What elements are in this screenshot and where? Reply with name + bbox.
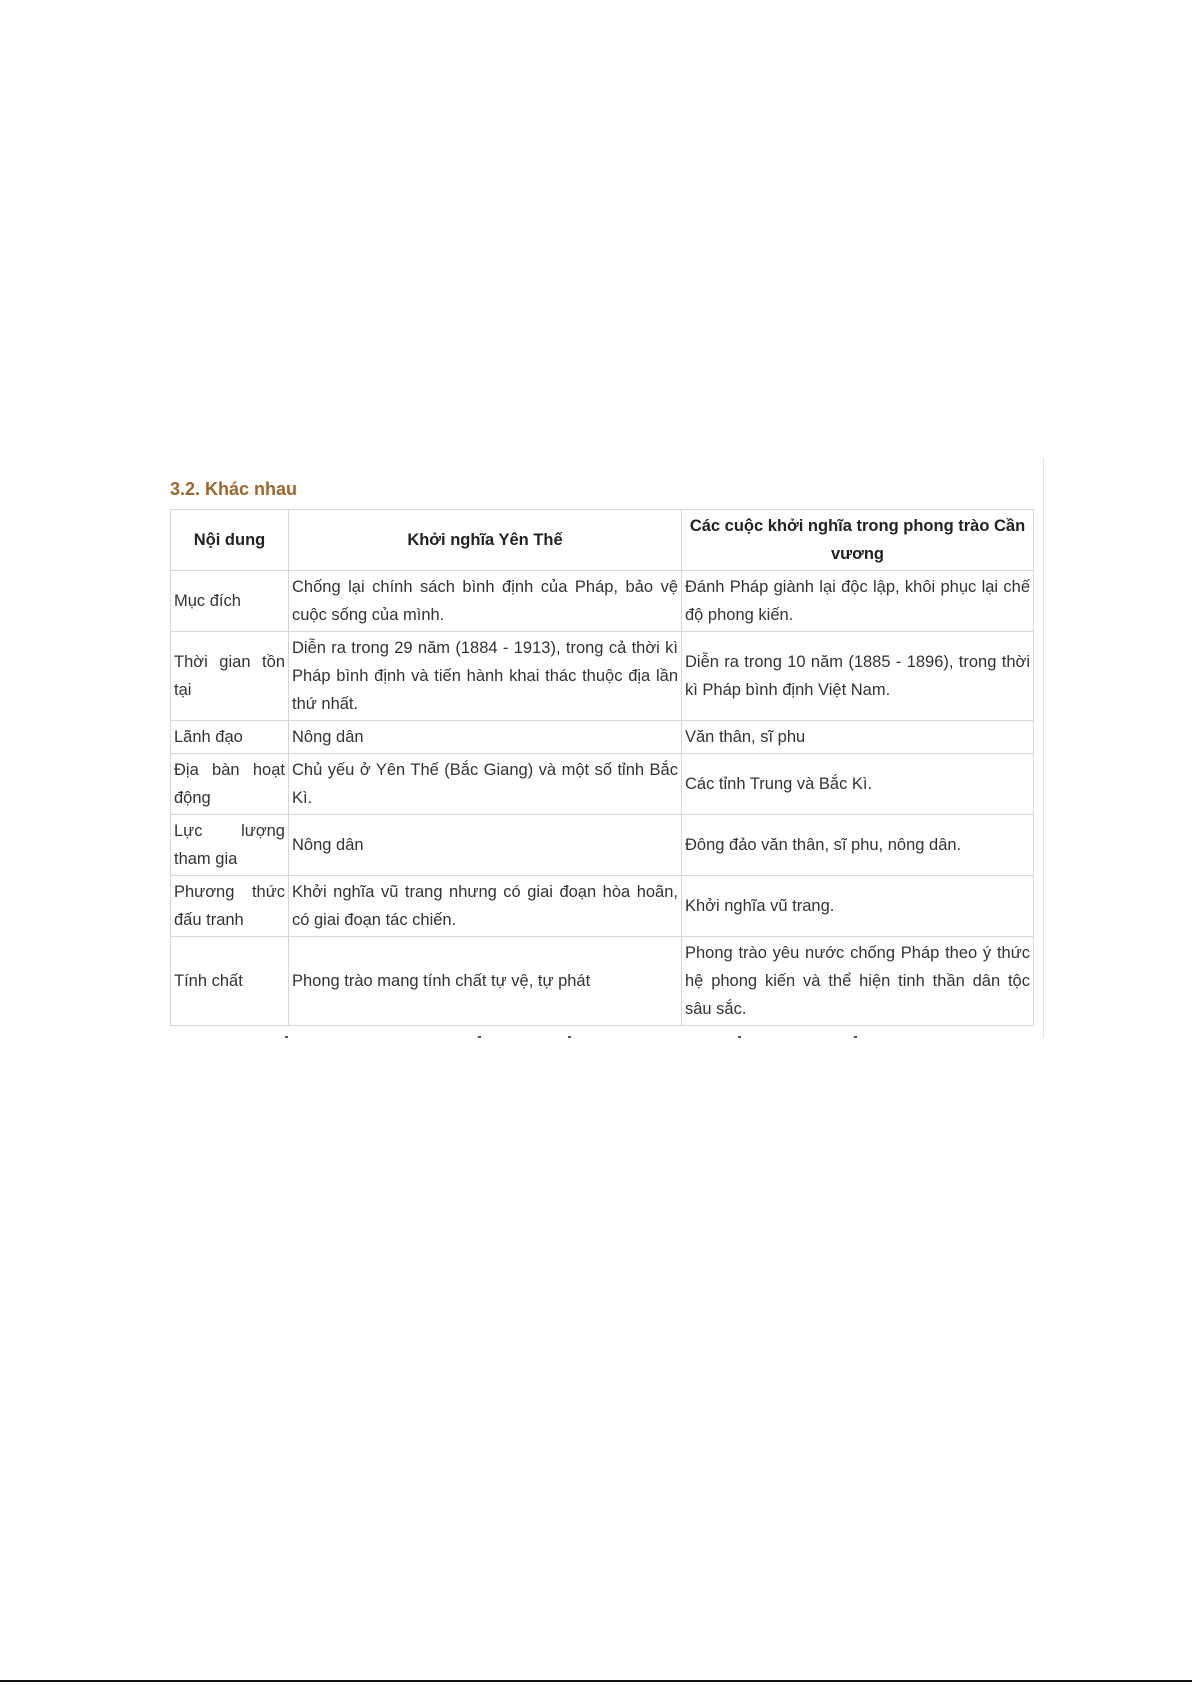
row-label: Thời gian tồn tại [171, 632, 289, 721]
cell-yen-the: Phong trào mang tính chất tự vệ, tự phát [289, 937, 682, 1026]
table-row [171, 571, 1034, 632]
cell-yen-the: Nông dân [289, 721, 682, 754]
row-label: Địa bàn hoạt động [171, 754, 289, 815]
screenshot-crop-edge [1043, 458, 1044, 1038]
header-noi-dung: Nội dung [171, 510, 289, 571]
row-label: Lãnh đạo [171, 721, 289, 754]
cell-can-vuong: Diễn ra trong 10 năm (1885 - 1896), trong thời kì Pháp bình định Việt Nam. [682, 632, 1034, 721]
cell-can-vuong: Phong trào yêu nước chống Pháp theo ý thức hệ phong kiến và thể hiện tinh thần dân tộc sâu sắc. [682, 937, 1034, 1026]
comparison-table [170, 509, 1034, 1026]
row-label: Phương thức đấu tranh [171, 876, 289, 937]
cell-can-vuong: Các tỉnh Trung và Bắc Kì. [682, 754, 1034, 815]
cell-can-vuong: Đông đảo văn thân, sĩ phu, nông dân. [682, 815, 1034, 876]
cell-yen-the: Chống lại chính sách bình định của Pháp, bảo vệ cuộc sống của mình. [289, 571, 682, 632]
table-header-row [171, 510, 1034, 571]
cell-can-vuong: Khởi nghĩa vũ trang. [682, 876, 1034, 937]
header-can-vuong: Các cuộc khởi nghĩa trong phong trào Cần vương [682, 510, 1034, 571]
row-label: Lực lượng tham gia [171, 815, 289, 876]
cell-yen-the: Chủ yếu ở Yên Thế (Bắc Giang) và một số tỉnh Bắc Kì. [289, 754, 682, 815]
cell-yen-the: Khởi nghĩa vũ trang nhưng có giai đoạn hòa hoãn, có giai đoạn tác chiến. [289, 876, 682, 937]
cell-can-vuong: Đánh Pháp giành lại độc lập, khôi phục lại chế độ phong kiến. [682, 571, 1034, 632]
cell-yen-the: Nông dân [289, 815, 682, 876]
table-row [171, 721, 1034, 754]
row-label: Mục đích [171, 571, 289, 632]
table-row [171, 815, 1034, 876]
table-row [171, 876, 1034, 937]
cropped-text-fragments [170, 1036, 1033, 1042]
table-row [171, 754, 1034, 815]
section-heading: 3.2. Khác nhau [170, 479, 298, 499]
row-label: Tính chất [171, 937, 289, 1026]
header-yen-the: Khởi nghĩa Yên Thế [289, 510, 682, 571]
cell-yen-the: Diễn ra trong 29 năm (1884 - 1913), trong cả thời kì Pháp bình định và tiến hành khai thác thuộc địa lần thứ nhất. [289, 632, 682, 721]
table-row [171, 632, 1034, 721]
cell-can-vuong: Văn thân, sĩ phu [682, 721, 1034, 754]
table-row [171, 937, 1034, 1026]
page-bottom-rule [0, 1680, 1192, 1682]
